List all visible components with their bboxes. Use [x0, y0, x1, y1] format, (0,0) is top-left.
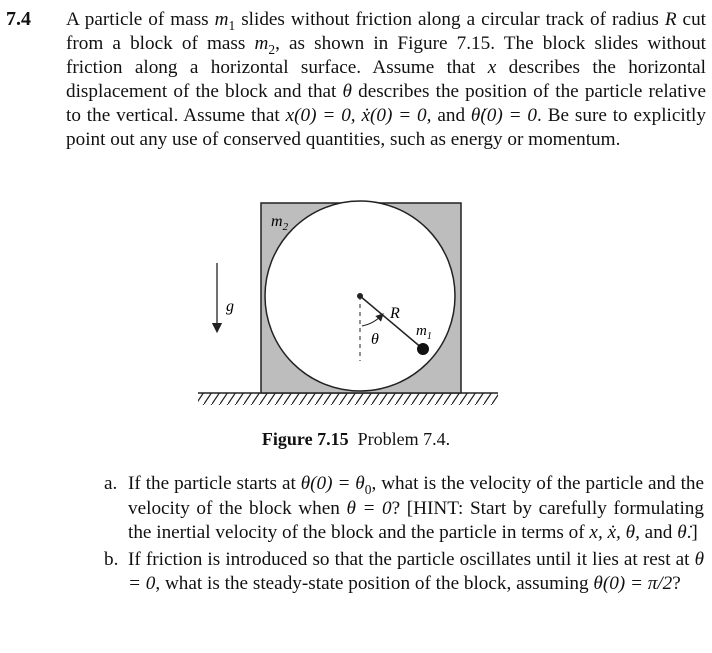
- problem-parts: [104, 472, 704, 599]
- ground-hatching: [198, 393, 498, 405]
- block-mass-label: $m_2$: [271, 213, 289, 233]
- radius-label: R: [390, 305, 400, 322]
- part-a: a. If the particle starts at $\theta(0) = \theta_0$, what is the velocity of the particle and the velocity of the block when θ = 0? [HINT: Start by carefully formulating the inertial velocity of the block and the particle in terms of x, ẋ, θ, and θ̇.]: [104, 473, 705, 543]
- problem-number: 7.4: [6, 8, 31, 30]
- figure-caption: Figure 7.15 Problem 7.4.: [261, 429, 451, 449]
- figure-7-15: [180, 188, 520, 418]
- problem-statement: A particle of mass $m_1$ slides without friction along a circular track of radius R cut from a block of mass $m_2$, as shown in Figure 7.15. The block slides without friction along a horizontal surface. Assume that x describes the horizontal displacement of the block and that θ describes the position of the particle relative to the vertical. Assume that x(0) = 0, ẋ(0) = 0, and θ̇(0) = 0. Be sure to explicitly point out any use of conserved quantities, such as energy or momentum.: [66, 9, 706, 150]
- theta-label: θ: [371, 331, 379, 348]
- part-b: b. If friction is introduced so that the particle oscillates until it lies at rest at θ = 0, what is the steady-state position of the block, assuming θ(0) = π/2?: [104, 548, 704, 594]
- particle-m1: [417, 343, 429, 355]
- particle-mass-label: $m_1$: [416, 323, 432, 342]
- center-pivot: [357, 293, 363, 299]
- gravity-label: g: [226, 298, 234, 315]
